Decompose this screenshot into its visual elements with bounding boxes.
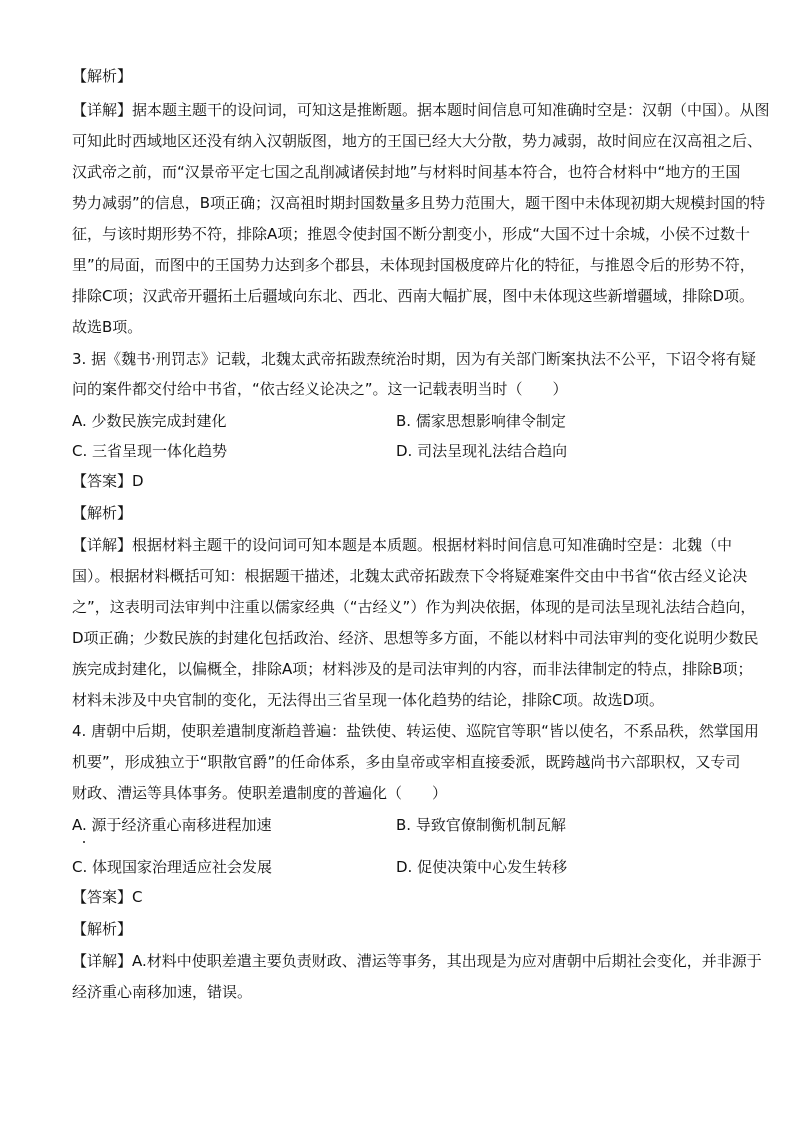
explanation-line: 征，与该时期形势不符，排除A项；推恩令使封国不断分割变小，形成“大国不过十余城，小侯不过数十	[72, 225, 751, 243]
explanation-line: 经济重心南移加速，错误。	[72, 983, 253, 1001]
explanation-line: 之”，这表明司法审判中注重以儒家经典（“古经义”）作为判决依据，体现的是司法呈现礼法结合趋向，	[72, 598, 756, 616]
question-stem-line: 问的案件都交付给中书省，“依古经义论决之”。这一记载表明当时（ ）	[72, 380, 568, 398]
option-d: D. 司法呈现礼法结合趋向	[396, 442, 568, 460]
option-b: B. 儒家思想影响律令制定	[396, 412, 566, 430]
explanation-line: 【详解】据本题主题干的设问词，可知这是推断题。据本题时间信息可知准确时空是：汉朝（中国）。从图	[72, 101, 770, 119]
question-stem-line: 3. 据《魏书·刑罚志》记载，北魏太武帝拓跋焘统治时期，因为有关部门断案执法不公平，下诏令将有疑	[72, 350, 756, 368]
explanation-line: D项正确；少数民族的封建化包括政治、经济、思想等多方面，不能以材料中司法审判的变化说明少数民	[72, 629, 759, 647]
question-stem-line: 财政、漕运等具体事务。使职差遣制度的普遍化（ ）	[72, 784, 448, 802]
explanation-line: 势力减弱”的信息，B项正确；汉高祖时期封国数量多且势力范围大，题干图中未体现初期大规模封国的特	[72, 194, 766, 212]
question-stem-line: 4. 唐朝中后期，使职差遣制度渐趋普遍：盐铁使、转运使、巡院官等职“皆以使名，不系品秩，然掌国用	[72, 722, 759, 740]
explanation-line: 汉武帝之前，而“汉景帝平定七国之乱削减诸侯封地”与材料时间基本符合，也符合材料中“地方的王国	[72, 163, 741, 181]
explanation-line: 里”的局面，而图中的王国势力达到多个郡县，未体现封国极度碎片化的特征，与推恩令后的形势不符，	[72, 256, 755, 274]
option-a: A. 少数民族完成封建化	[72, 412, 227, 430]
explanation-line: 族完成封建化，以偏概全，排除A项；材料涉及的是司法审判的内容，而非法律制定的特点，排除B项；	[72, 660, 753, 678]
analysis-label: 【解析】	[72, 920, 133, 938]
answer-line: 【答案】D	[72, 472, 144, 490]
explanation-line: 国）。根据材料概括可知：根据题干描述，北魏太武帝拓跋焘下令将疑难案件交由中书省“依古经义论决	[72, 567, 748, 585]
option-d: D. 促使决策中心发生转移	[396, 858, 568, 876]
option-c: C. 体现国家治理适应社会发展	[72, 858, 273, 876]
explanation-line: 可知此时西域地区还没有纳入汉朝版图，地方的王国已经大大分散，势力减弱，故时间应在汉高祖之后、	[72, 132, 763, 150]
explanation-line: 【详解】A.材料中使职差遣主要负责财政、漕运等事务，其出现是为应对唐朝中后期社会变化，并非源于	[72, 952, 762, 970]
analysis-label: 【解析】	[72, 67, 133, 85]
option-a: A. 源于经济重心南移进程加速	[72, 816, 272, 834]
explanation-line: 排除C项；汉武帝开疆拓土后疆域向东北、西北、西南大幅扩展，图中未体现这些新增疆域，排除D项。	[72, 287, 755, 305]
explanation-line: 材料未涉及中央官制的变化，无法得出三省呈现一体化趋势的结论，排除C项。故选D项。	[72, 691, 665, 709]
option-b: B. 导致官僚制衡机制瓦解	[396, 816, 566, 834]
option-c: C. 三省呈现一体化趋势	[72, 442, 228, 460]
analysis-label: 【解析】	[72, 504, 133, 522]
stray-mark	[83, 841, 85, 843]
explanation-line: 【详解】根据材料主题干的设问词可知本题是本质题。根据材料时间信息可知准确时空是：北魏（中	[72, 536, 733, 554]
explanation-line: 故选B项。	[72, 318, 143, 336]
question-stem-line: 机要”，形成独立于“职散官爵”的任命体系，多由皇帝或宰相直接委派，既跨越尚书六部职权，又专司	[72, 753, 741, 771]
answer-line: 【答案】C	[72, 888, 143, 906]
